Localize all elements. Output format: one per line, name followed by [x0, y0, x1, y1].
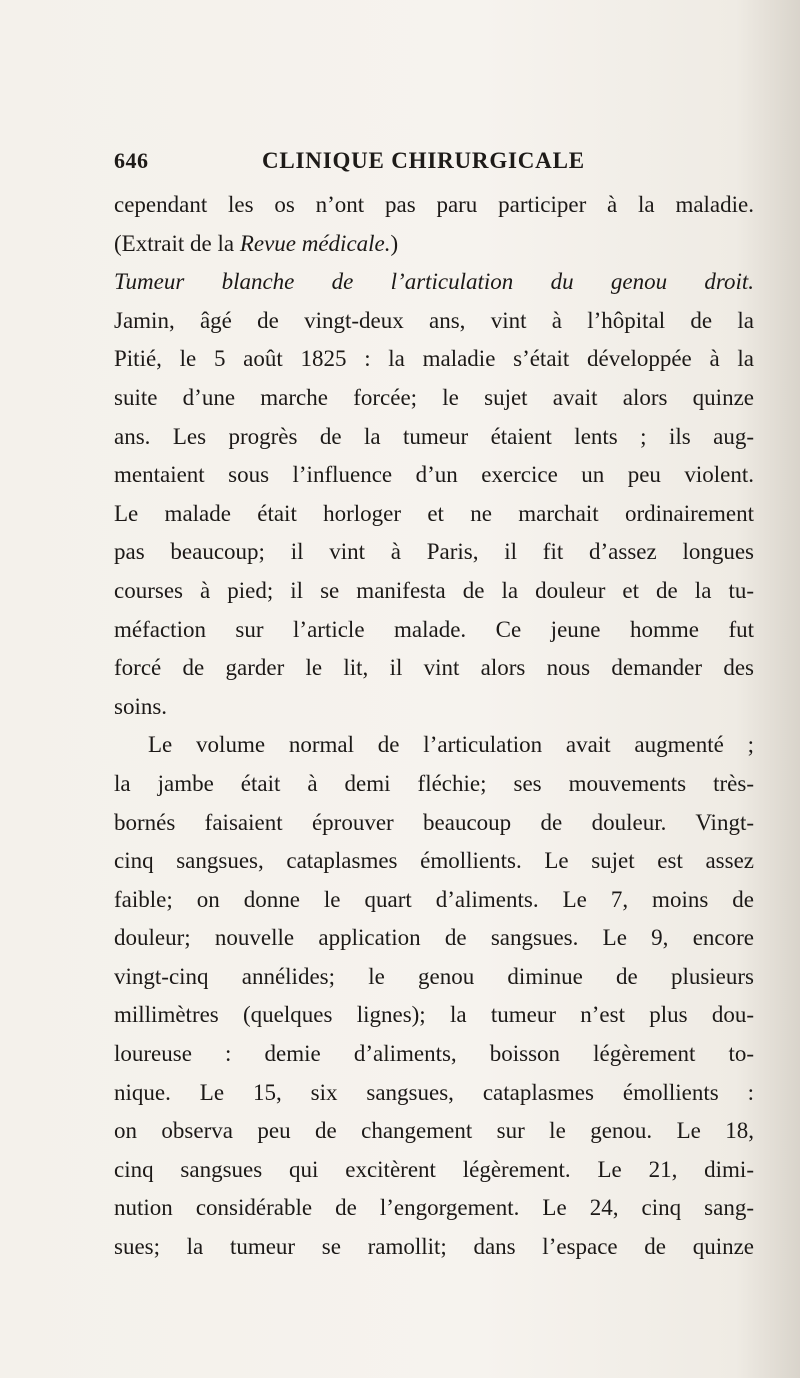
text-line: loureuse : demie d’aliments, boisson légèrement to- [114, 1041, 754, 1067]
text-line: vingt-cinq annélides; le genou diminue de plusieurs [114, 963, 754, 989]
body-text [114, 186, 754, 1267]
text-line: millimètres (quelques lignes); la tumeur n’est plus dou- [114, 1002, 754, 1028]
text-line: forcé de garder le lit, il vint alors nous demander des [114, 655, 754, 681]
text-line: cependant les os n’ont pas paru participer à la maladie. [114, 192, 754, 217]
text-line: pas beaucoup; il vint à Paris, il fit d’assez longues [114, 539, 754, 565]
text-line: Le malade était horloger et ne marchait ordinairement [114, 500, 754, 526]
text-line: courses à pied; il se manifesta de la douleur et de la tu- [114, 577, 754, 603]
journal-title: Revue médicale. [239, 230, 391, 256]
text-line: faible; on donne le quart d’aliments. Le 7, moins de [114, 886, 754, 912]
text-line: la jambe était à demi fléchie; ses mouvements très- [114, 770, 754, 796]
text-line: bornés faisaient éprouver beaucoup de douleur. Vingt- [114, 809, 754, 835]
text-line: nique. Le 15, six sangsues, cataplasmes émollients : [114, 1079, 754, 1105]
text-line [114, 225, 754, 264]
section-heading: Tumeur blanche de l’articulation du genou droit. [114, 269, 754, 295]
text-line: on observa peu de changement sur le genou. Le 18, [114, 1118, 754, 1144]
text-line: suite d’une marche forcée; le sujet avait alors quinze [114, 384, 754, 410]
text-line: douleur; nouvelle application de sangsues. Le 9, encore [114, 925, 754, 951]
text-line: sues; la tumeur se ramollit; dans l’espace de quinze [114, 1234, 754, 1260]
text-line: Pitié, le 5 août 1825 : la maladie s’était développée à la [114, 346, 754, 372]
text-line: Jamin, âgé de vingt-deux ans, vint à l’hôpital de la [114, 307, 754, 333]
text-line: Le volume normal de l’articulation avait augmenté ; [148, 732, 754, 758]
text-line: ans. Les progrès de la tumeur étaient lents ; ils aug- [114, 423, 754, 449]
page-number: 646 [114, 148, 149, 173]
running-title: CLINIQUE CHIRURGICALE [262, 148, 585, 173]
text-line: méfaction sur l’article malade. Ce jeune homme fut [114, 616, 754, 642]
text-run: ) [390, 230, 399, 256]
text-line: cinq sangsues qui excitèrent légèrement. Le 21, dimi- [114, 1156, 754, 1182]
page-header [114, 148, 714, 182]
text-line: nution considérable de l’engorgement. Le 24, cinq sang- [114, 1195, 754, 1221]
text-line: cinq sangsues, cataplasmes émollients. Le sujet est assez [114, 848, 754, 874]
text-line: soins. [114, 693, 168, 719]
text-run: (Extrait de la [114, 230, 240, 256]
text-line: mentaient sous l’influence d’un exercice un peu violent. [114, 462, 754, 488]
